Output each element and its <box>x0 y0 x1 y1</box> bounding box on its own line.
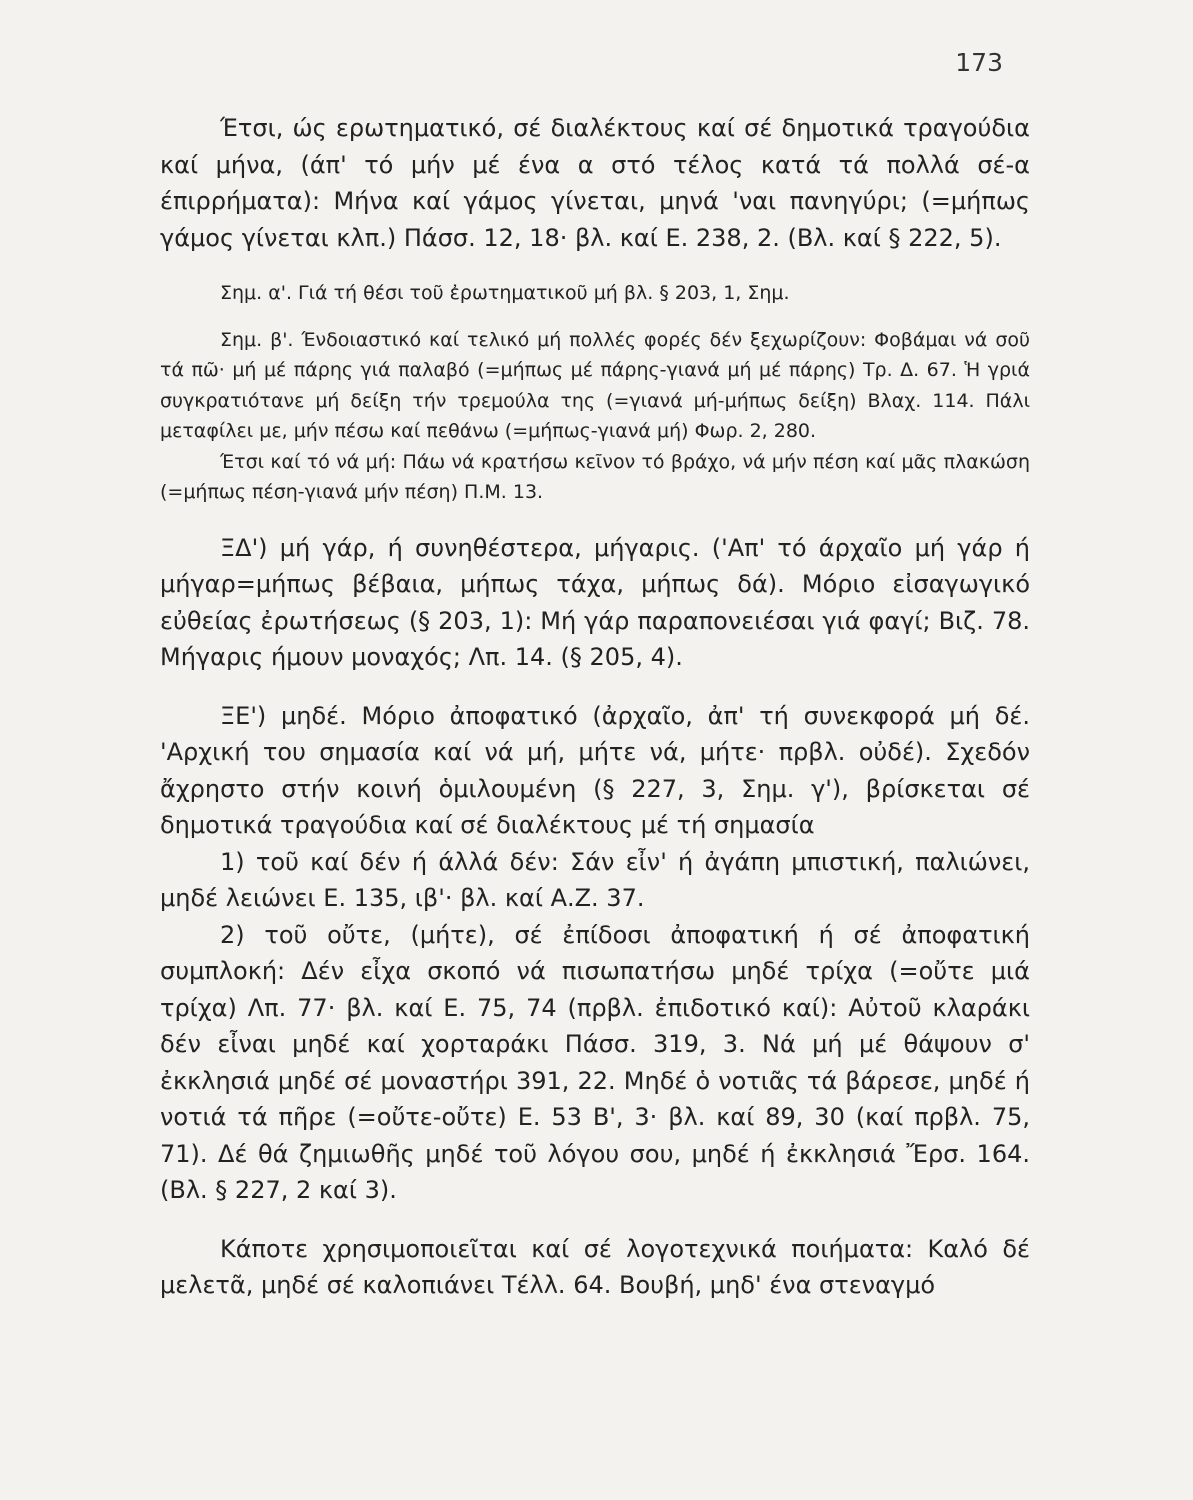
note-a: Σημ. α'. Γιά τή θέσι τοῦ ἐρωτηματικοῦ μή βλ. § 203, 1, Σημ. <box>220 282 790 304</box>
section-xd-mi-gar: ΞΔ') μή γάρ, ή συνηθέστερα, μήγαρις. ('Απ' τό άρχαῖο μή γάρ ή μήγαρ=μήπως βέβαια, μήπως τάχα, μήπως δά). Μόριο εἰσαγωγικό εὐθείας ἐρωτήσεως (§ 203, 1): Μή γάρ παραπονειέσαι γιά φαγί; Βιζ. 78. Μήγαρις ήμουν μοναχός; Λπ. 14. (§ 205, 4). <box>160 533 1030 671</box>
page-body <box>160 110 1030 1304</box>
item-2: 2) τοῦ οὔτε, (μήτε), σέ ἐπίδοσι ἀποφατική ή σέ ἀποφατική συμπλοκή: Δέν εἶχα σκοπό νά πισωπατήσω μηδέ τρίχα (=οὔτε μιά τρίχα) Λπ. 77· βλ. καί Ε. 75, 74 (πρβλ. ἐπιδοτικό καί): Αὐτοῦ κλαράκι δέν εἶναι μηδέ καί χορταράκι Πάσσ. 319, 3. Νά μή μέ θάψουν σ' ἐκκλησιά μηδέ σέ μοναστήρι 391, 22. Μηδέ ὁ νοτιᾶς τά βάρεσε, μηδέ ή νοτιά τά πῆρε (=οὔτε-οὔτε) Ε. 53 Β', 3· βλ. καί 89, 30 (καί πρβλ. 75, 71). Δέ θά ζημιωθῆς μηδέ τοῦ λόγου σου, μηδέ ή ἐκκλησιά Ἔρσ. 164. (Βλ. § 227, 2 καί 3). <box>160 920 1030 1204</box>
note-b: Σημ. β'. Ένδοιαστικό καί τελικό μή πολλές φορές δέν ξεχωρίζουν: Φοβάμαι νά σοῦ τά πῶ· μή μέ πάρης γιά παλαβό (=μήπως μέ πάρης-γιανά μή μέ πάρης) Τρ. Δ. 67. Ἡ γριά συγκρατιότανε μή δείξη τήν τρεμούλα της (=γιανά μή-μήπως δείξη) Βλαχ. 114. Πάλι μεταφίλει με, μήν πέσω καί πεθάνω (=μήπως-γιανά μή) Φωρ. 2, 280. <box>160 328 1030 442</box>
paragraph-logotexnika: Κάποτε χρησιμοποιεῖται καί σέ λογοτεχνικά ποιήματα: Καλό δέ μελετᾶ, μηδέ σέ καλοπιάνει Τέλλ. 64. Βουβή, μηδ' ένα στεναγμό <box>160 1234 1030 1299</box>
section-xe-mide: ΞΕ') μηδέ. Μόριο ἀποφατικό (ἀρχαῖο, ἀπ' τή συνεκφορά μή δέ. 'Αρχική του σημασία καί νά μή, μήτε νά, μήτε· πρβλ. οὐδέ). Σχεδόν ἄχρηστο στήν κοινή ὁμιλουμένη (§ 227, 3, Σημ. γ'), βρίσκεται σέ δημοτικά τραγούδια καί σέ διαλέκτους μέ τή σημασία <box>160 701 1030 839</box>
page-number: 173 <box>955 48 1003 77</box>
note-etsi-na-mi: Έτσι καί τό νά μή: Πάω νά κρατήσω κεῖνον τό βράχο, νά μήν πέση καί μᾶς πλακώση (=μήπως πέση-γιανά μήν πέση) Π.Μ. 13. <box>160 450 1030 503</box>
paragraph-etsi-erotimatiko: Έτσι, ώς ερωτηματικό, σέ διαλέκτους καί σέ δημοτικά τραγούδια καί μήνα, (άπ' τό μήν μέ ένα α στό τέλος κατά τά πολλά σέ-α έπιρρήματα): Μήνα καί γάμος γίνεται, μηνά 'ναι πανηγύρι; (=μήπως γάμος γίνεται κλπ.) Πάσσ. 12, 18· βλ. καί Ε. 238, 2. (Βλ. καί § 222, 5). <box>160 114 1030 252</box>
item-1: 1) τοῦ καί δέν ή άλλά δέν: Σάν εἶν' ή ἀγάπη μπιστική, παλιώνει, μηδέ λειώνει Ε. 135, ιβ'· βλ. καί Α.Ζ. 37. <box>160 847 1030 912</box>
